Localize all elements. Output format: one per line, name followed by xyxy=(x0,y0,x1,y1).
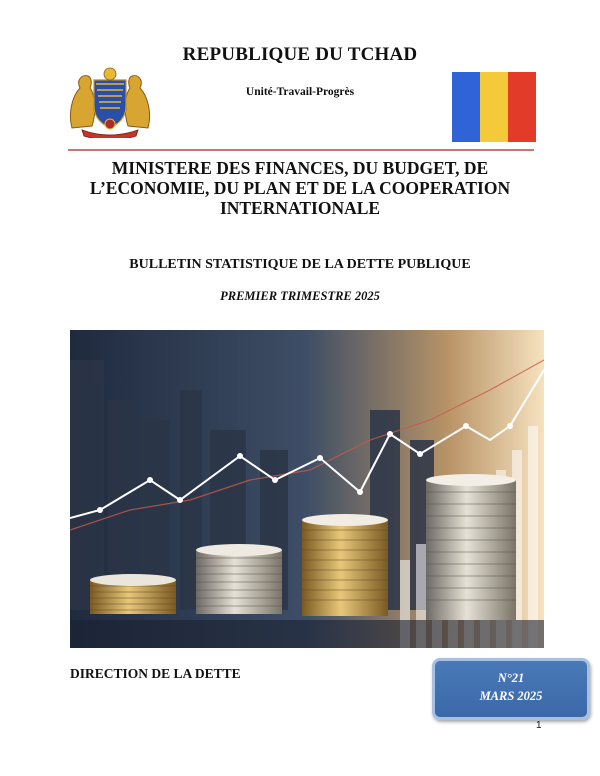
flag-stripe-blue xyxy=(452,72,480,142)
page-number: 1 xyxy=(536,720,542,731)
flag-stripe-red xyxy=(508,72,536,142)
ministry-line-1: MINISTERE DES FINANCES, DU BUDGET, DE xyxy=(111,158,489,178)
direction-label: DIRECTION DE LA DETTE xyxy=(70,666,241,681)
ministry-line-2: L’ECONOMIE, DU PLAN ET DE LA COOPERATION xyxy=(89,178,511,198)
issue-number: N°21 xyxy=(497,671,525,685)
bulletin-title: BULLETIN STATISTIQUE DE LA DETTE PUBLIQUE xyxy=(129,257,471,272)
national-motto: Unité-Travail-Progrès xyxy=(245,86,355,98)
bulletin-period: PREMIER TRIMESTRE 2025 xyxy=(220,289,380,303)
flag-stripe-yellow xyxy=(480,72,508,142)
issue-date: MARS 2025 xyxy=(479,689,543,703)
flag-of-chad xyxy=(452,72,536,142)
issue-badge xyxy=(432,658,590,720)
ministry-line-3: INTERNATIONALE xyxy=(219,198,381,218)
ministry-title xyxy=(60,158,540,218)
coat-of-arms-icon xyxy=(66,66,154,138)
header-divider xyxy=(68,149,534,151)
country-title: REPUBLIQUE DU TCHAD xyxy=(182,44,418,65)
coin-stacks-and-growth-chart-image xyxy=(70,330,544,648)
